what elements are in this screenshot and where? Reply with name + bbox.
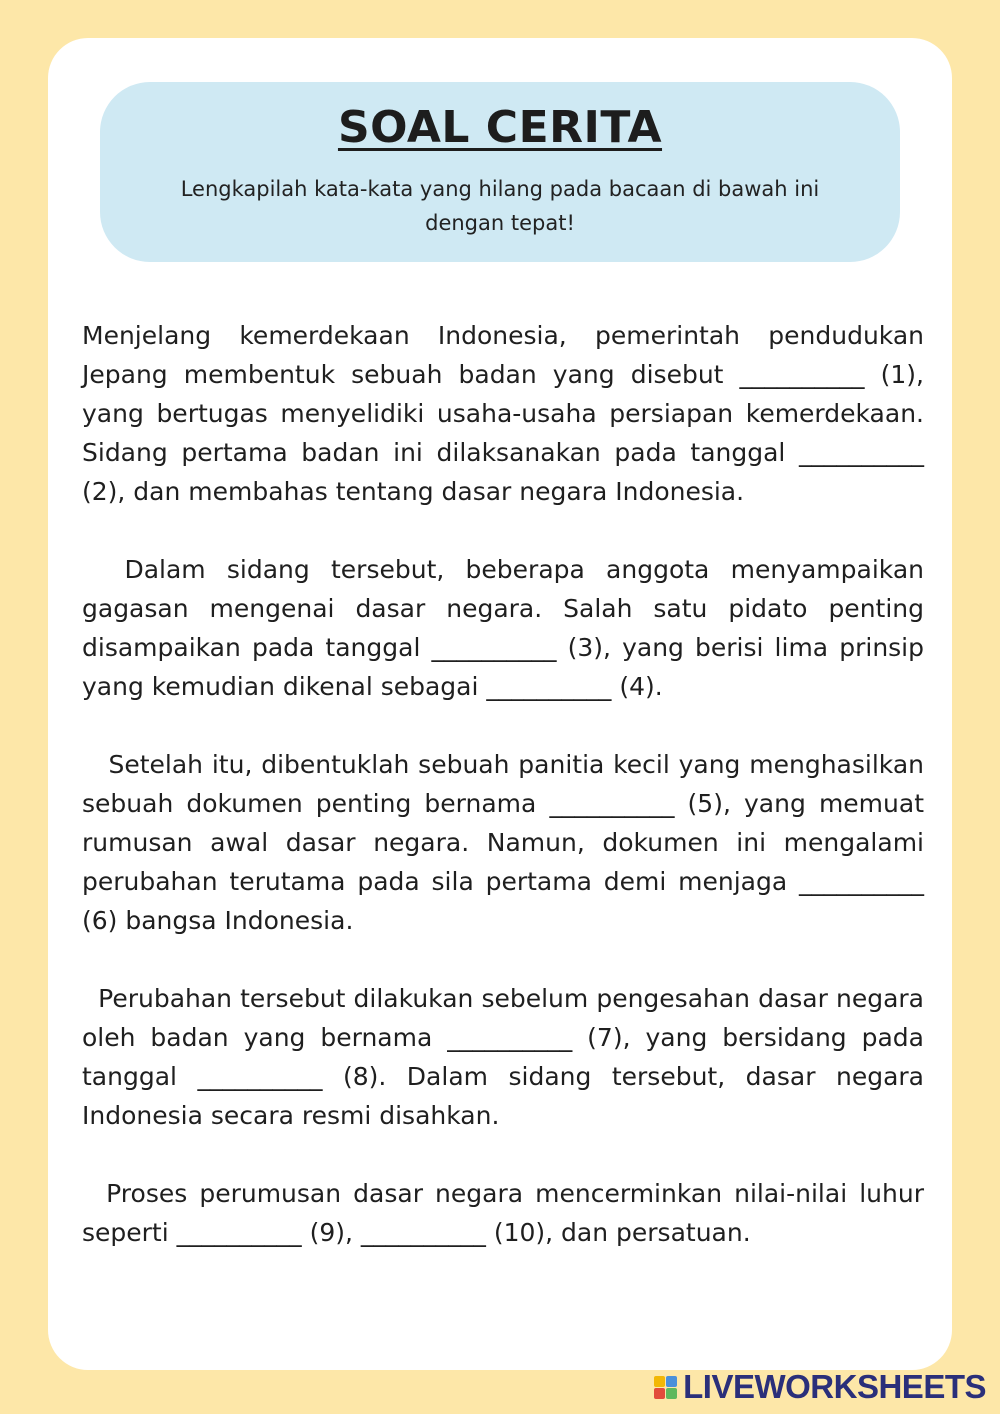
- liveworksheets-logo[interactable]: [654, 1368, 986, 1406]
- liveworksheets-logo-icon: [654, 1376, 677, 1399]
- logo-square-yellow: [654, 1376, 665, 1387]
- header-box: [100, 82, 900, 262]
- paragraph-1: Menjelang kemerdekaan Indonesia, pemerintah pendudukan Jepang membentuk sebuah badan yang disebut __________ (1), yang bertugas menyelidiki usaha-usaha persiapan kemerdekaan. Sidang pertama badan ini dilaksanakan pada tanggal __________ (2), dan membahas tentang dasar negara Indonesia.: [82, 321, 924, 506]
- paragraph-2: Dalam sidang tersebut, beberapa anggota menyampaikan gagasan mengenai dasar negara. Salah satu pidato penting disampaikan pada tanggal __________ (3), yang berisi lima prinsip yang kemudian dikenal sebagai __________ (4).: [82, 555, 924, 701]
- paragraph-3: Setelah itu, dibentuklah sebuah panitia kecil yang menghasilkan sebuah dokumen penting bernama __________ (5), yang memuat rumusan awal dasar negara. Namun, dokumen ini mengalami perubahan terutama pada sila pertama demi menjaga __________ (6) bangsa Indonesia.: [82, 750, 924, 935]
- instruction-text: Lengkapilah kata-kata yang hilang pada bacaan di bawah ini dengan tepat!: [180, 177, 820, 236]
- logo-square-blue: [666, 1376, 677, 1387]
- story-text: [82, 316, 924, 1291]
- paragraph-5: Proses perumusan dasar negara mencerminkan nilai-nilai luhur seperti __________ (9), __________ (10), dan persatuan.: [82, 1179, 924, 1247]
- page-title: SOAL CERITA: [337, 102, 663, 153]
- logo-square-green: [666, 1388, 677, 1399]
- liveworksheets-wordmark: LIVEWORKSHEETS: [683, 1368, 986, 1405]
- logo-square-red: [654, 1388, 665, 1399]
- paragraph-4: Perubahan tersebut dilakukan sebelum pengesahan dasar negara oleh badan yang bernama __________ (7), yang bersidang pada tanggal __________ (8). Dalam sidang tersebut, dasar negara Indonesia secara resmi disahkan.: [82, 984, 924, 1130]
